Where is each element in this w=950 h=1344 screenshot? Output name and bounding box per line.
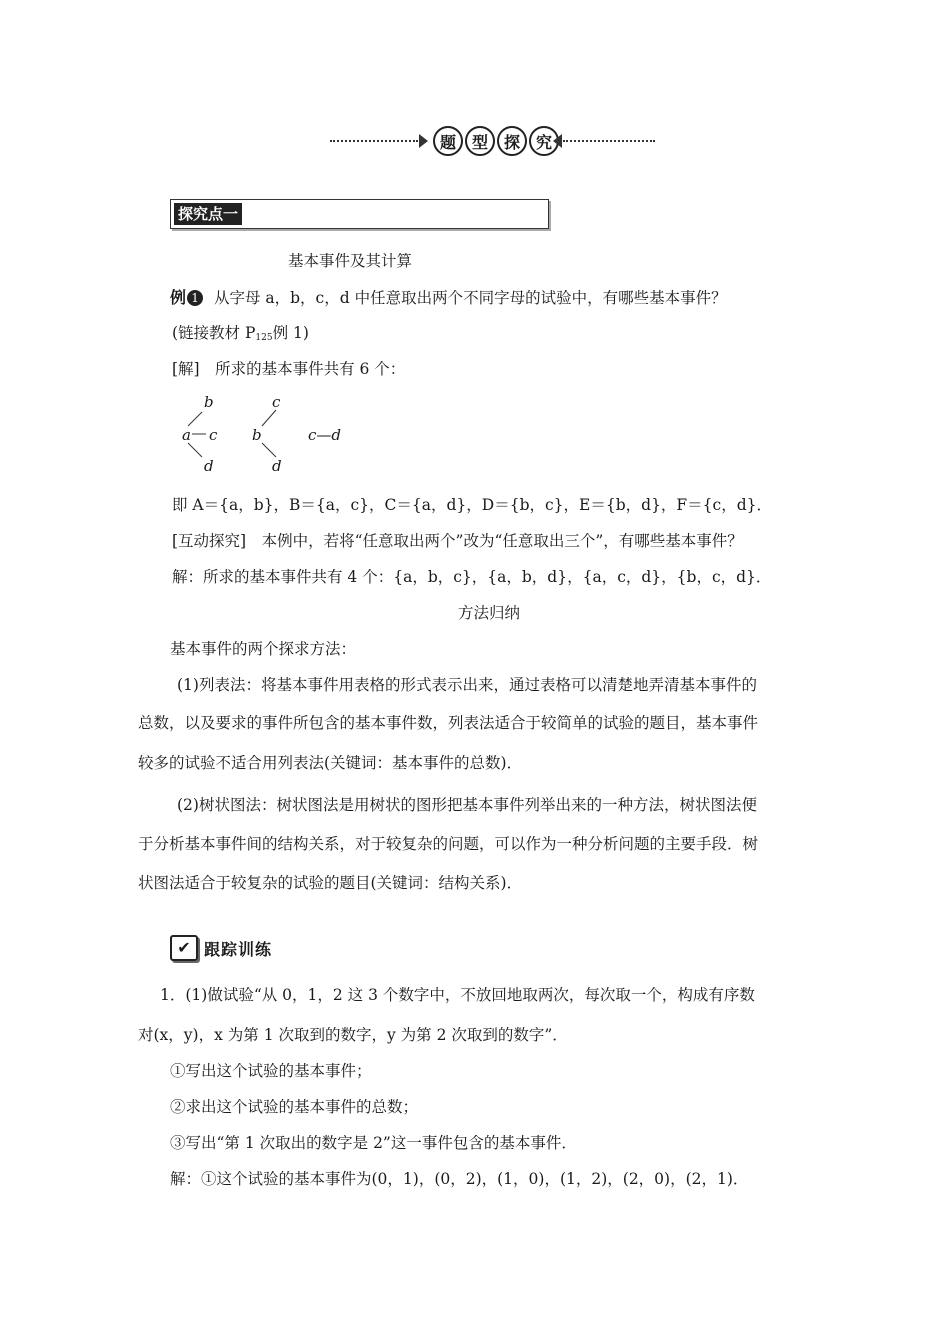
tree3-pair: c—d: [308, 426, 342, 444]
example-question-line: [170, 288, 727, 308]
tree-diagram: [172, 392, 372, 474]
link-suffix: 例 1): [272, 324, 309, 342]
example-label: 例: [170, 288, 187, 307]
event-sets: 即 A＝{a，b}，B＝{a，c}，C＝{a，d}，D＝{b，c}，E＝{b，d}，F＝{c，d}．: [172, 496, 773, 514]
dotted-line-right: [563, 140, 655, 142]
tree1-root: a: [182, 426, 191, 444]
method-p1-line2: 总数，以及要求的事件所包含的基本事件数，列表法适合于较简单的试验的题目，基本事件: [138, 714, 759, 732]
tracking-training-label: 跟踪训练: [204, 940, 273, 959]
exercise-q3: ③写出“第 1 次取出的数字是 2”这一事件包含的基本事件．: [170, 1134, 577, 1152]
banner-title: [433, 126, 559, 156]
method-intro: 基本事件的两个探求方法：: [170, 640, 357, 658]
tree1-mid: c: [209, 426, 218, 444]
solution-head: [解] 所求的基本事件共有 6 个：: [172, 360, 406, 378]
method-title: 方法归纳: [458, 604, 521, 622]
tree2-top: c: [272, 393, 281, 411]
topic-title: 基本事件及其计算: [288, 252, 413, 270]
tree2-bottom: d: [272, 457, 282, 475]
section-label: 探究点一: [174, 203, 242, 225]
example-question: 从字母 a，b，c，d 中任意取出两个不同字母的试验中，有哪些基本事件？: [213, 289, 727, 307]
section-banner: [330, 126, 655, 156]
banner-char: 究: [529, 126, 559, 156]
method-p2-line3: 状图法适合于较复杂的试验的题目(关键词：结构关系)．: [138, 874, 523, 892]
method-p1-line3: 较多的试验不适合用列表法(关键词：基本事件的总数)．: [138, 754, 523, 772]
tree1-bottom: d: [204, 457, 214, 475]
arrow-left-icon: [553, 134, 562, 148]
exercise-q2: ②求出这个试验的基本事件的总数；: [170, 1098, 419, 1116]
exercise-answer1: 解：①这个试验的基本事件为(0，1)，(0，2)，(1，0)，(1，2)，(2，0)，(2，1)．: [170, 1170, 749, 1188]
banner-char: 题: [433, 126, 463, 156]
exercise-q1: ①写出这个试验的基本事件；: [170, 1062, 372, 1080]
link-page-subscript: 125: [255, 333, 273, 343]
exercise-line2: 对(x，y)，x 为第 1 次取到的数字，y 为第 2 次取到的数字”．: [138, 1026, 568, 1044]
arrow-right-icon: [419, 134, 428, 148]
method-p1-line1: (1)列表法：将基本事件用表格的形式表示出来，通过表格可以清楚地弄清基本事件的: [177, 676, 757, 694]
banner-char: 探: [497, 126, 527, 156]
example-number-badge: 1: [187, 290, 203, 306]
section-header-box: [170, 199, 549, 229]
interactive-question: [互动探究] 本例中，若将“任意取出两个”改为“任意取出三个”，有哪些基本事件？: [172, 532, 743, 550]
method-p2-line2: 于分析基本事件间的结构关系，对于较复杂的问题，可以作为一种分析问题的主要手段．树: [138, 835, 759, 853]
interactive-answer: 解：所求的基本事件共有 4 个：{a，b，c}，{a，b，d}，{a，c，d}，{b，c，d}．: [172, 568, 772, 586]
exercise-line1: 1．(1)做试验“从 0，1，2 这 3 个数字中，不放回地取两次，每次取一个，构成有序数: [160, 986, 755, 1004]
banner-char: 型: [465, 126, 495, 156]
tree2-root: b: [252, 426, 262, 444]
tree1-top: b: [204, 393, 214, 411]
method-p2-line1: (2)树状图法：树状图法是用树状的图形把基本事件列举出来的一种方法，树状图法便: [177, 796, 757, 814]
checkmark-icon: ✔: [170, 935, 198, 961]
link-prefix: (链接教材 P: [172, 324, 256, 342]
dotted-line-left: [330, 140, 418, 142]
textbook-link: [172, 323, 309, 348]
